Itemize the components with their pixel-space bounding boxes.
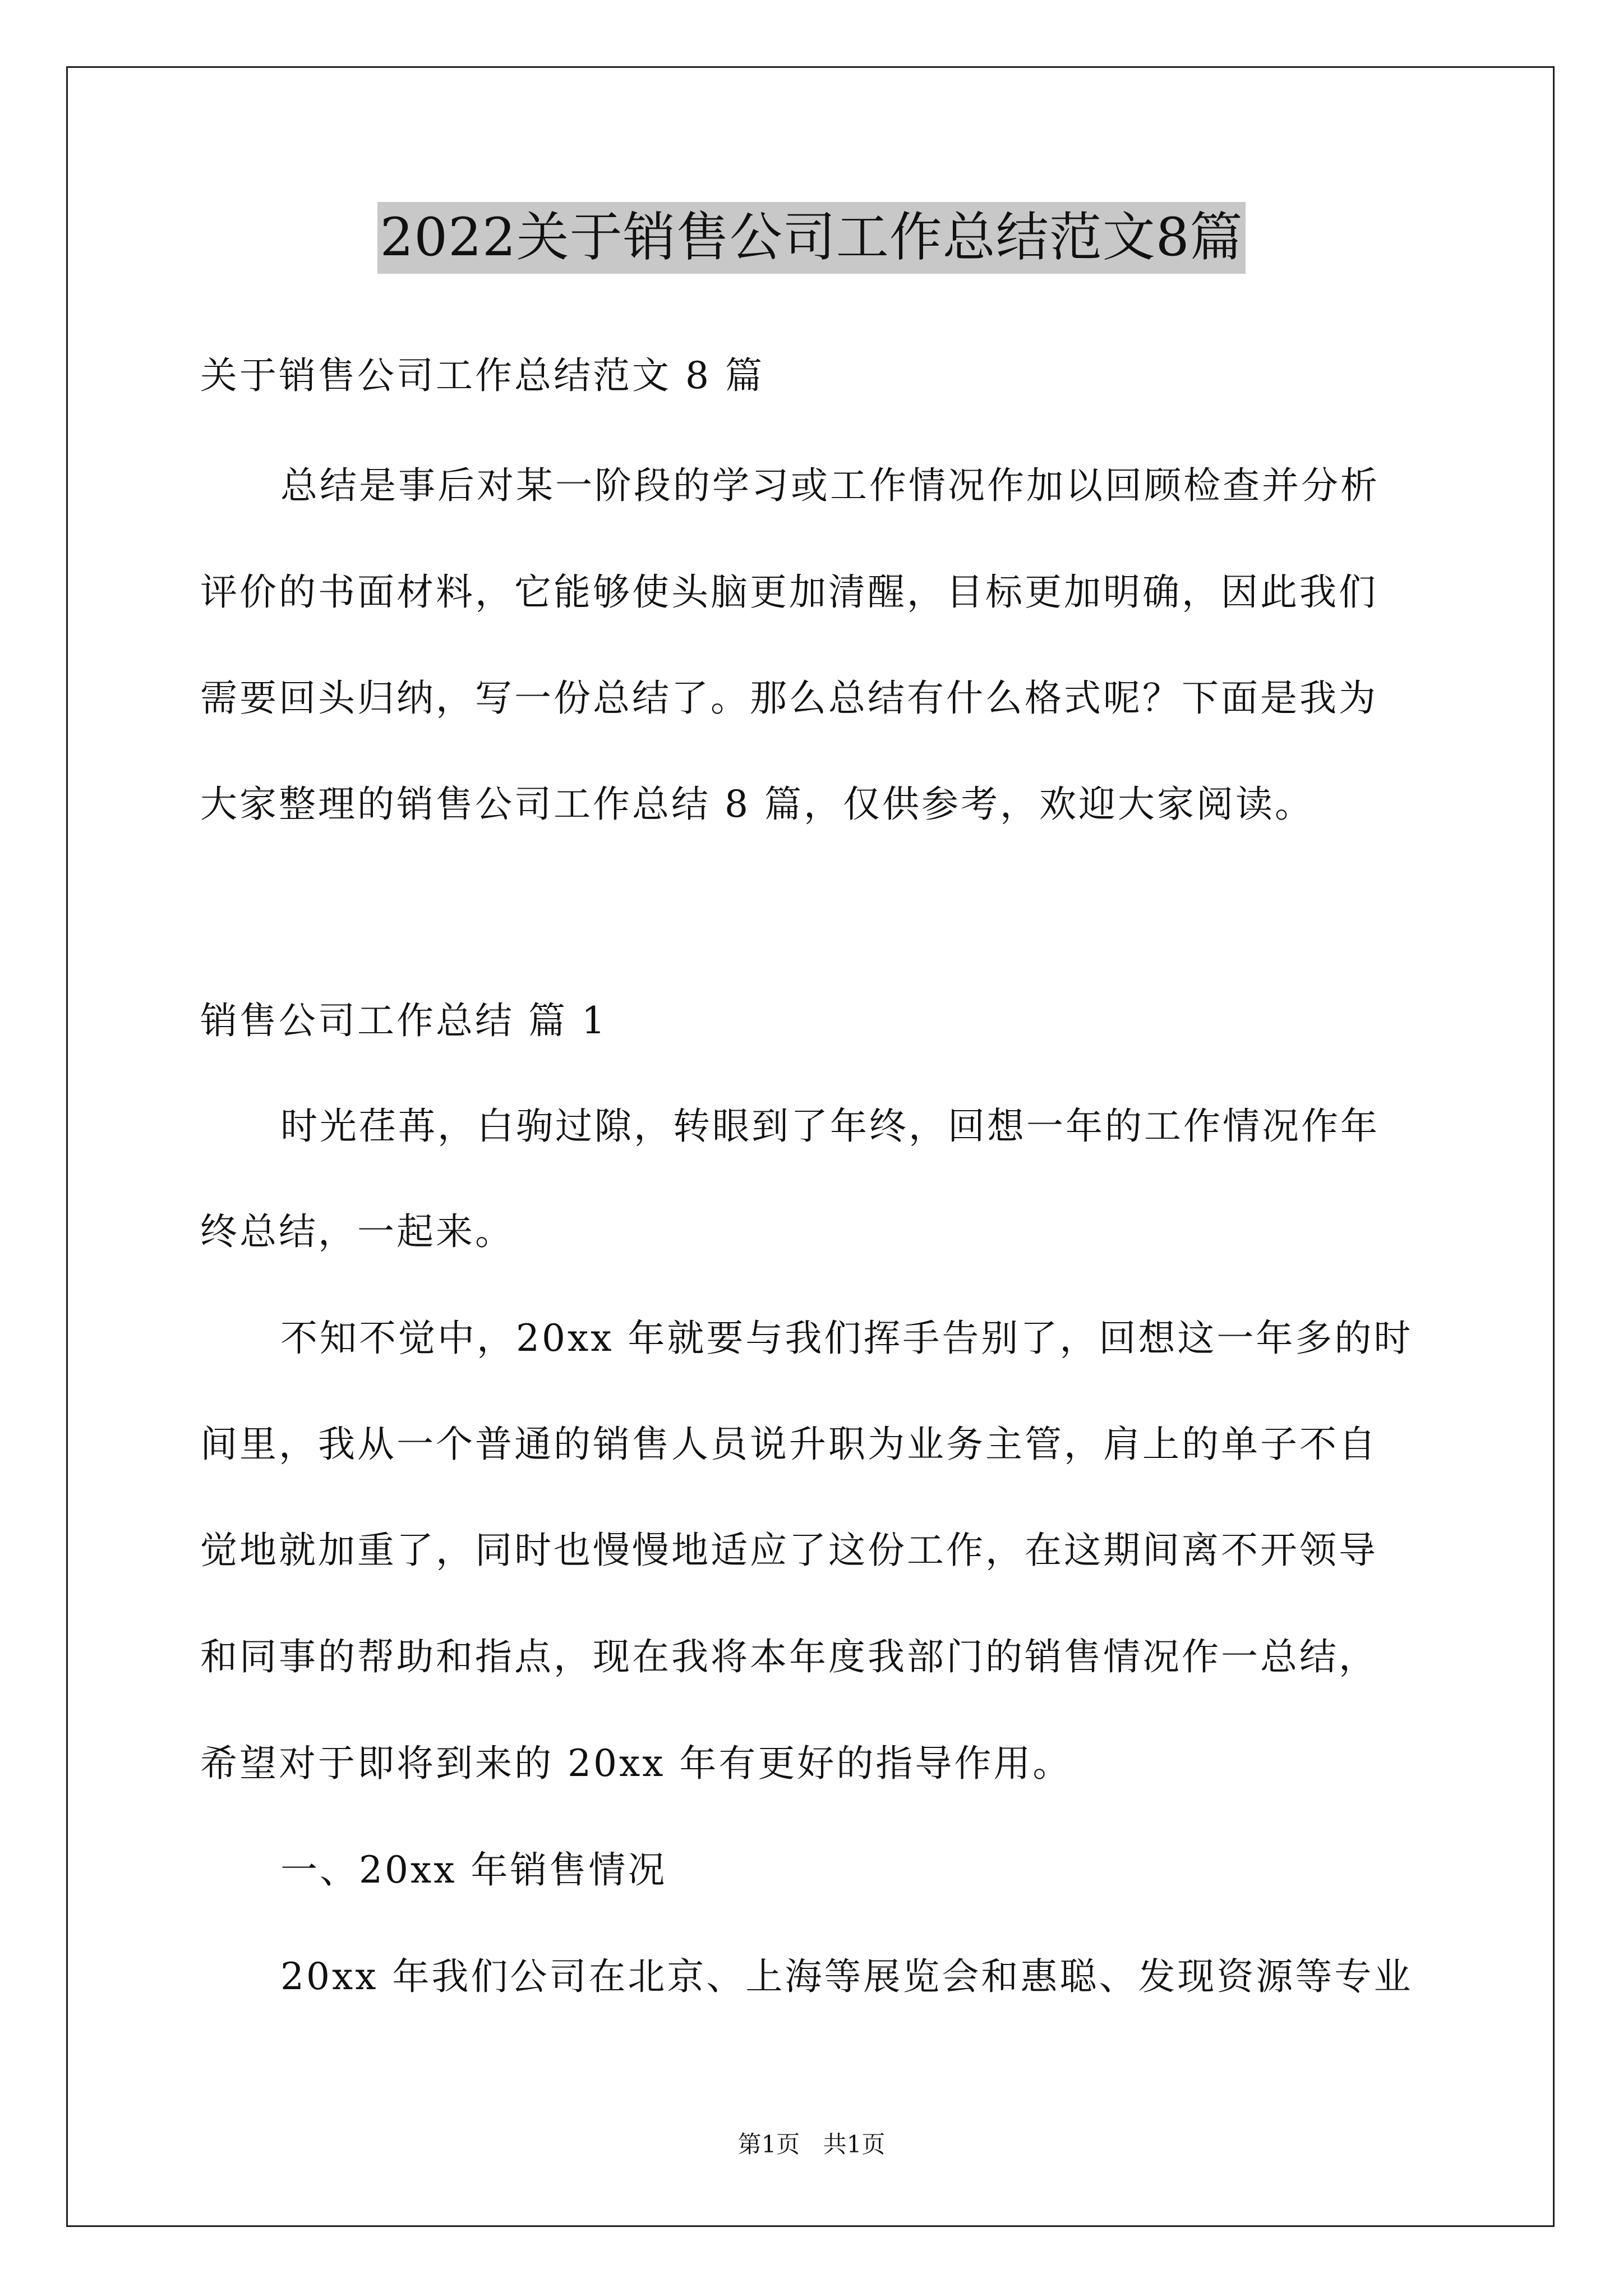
paragraph-line: 终总结，一起来。 — [200, 1210, 514, 1253]
page-footer — [0, 2129, 1623, 2160]
intro-line: 评价的书面材料，它能够使头脑更加清醒，目标更加明确，因此我们 — [200, 570, 1378, 614]
title-container — [0, 202, 1623, 274]
intro-line: 总结是事后对某一阶段的学习或工作情况作加以回顾检查并分析 — [280, 464, 1380, 507]
section-heading: 销售公司工作总结 篇 1 — [200, 999, 607, 1042]
intro-line: 大家整理的销售公司工作总结 8 篇，仅供参考，欢迎大家阅读。 — [200, 783, 1314, 826]
document-subtitle: 关于销售公司工作总结范文 8 篇 — [200, 354, 764, 397]
paragraph-line: 间里，我从一个普通的销售人员说升职为业务主管，肩上的单子不自 — [200, 1423, 1378, 1466]
paragraph-line: 觉地就加重了，同时也慢慢地适应了这份工作，在这期间离不开领导 — [200, 1529, 1378, 1572]
subheading: 一、20xx 年销售情况 — [280, 1848, 667, 1892]
paragraph-line: 20xx 年我们公司在北京、上海等展览会和惠聪、发现资源等专业 — [280, 1955, 1413, 1998]
paragraph-line: 时光荏苒，白驹过隙，转眼到了年终，回想一年的工作情况作年 — [280, 1105, 1380, 1148]
page-number: 第1页 — [737, 2131, 800, 2158]
paragraph-line: 不知不觉中，20xx 年就要与我们挥手告别了，回想这一年多的时 — [280, 1317, 1413, 1360]
paragraph-line: 希望对于即将到来的 20xx 年有更好的指导作用。 — [200, 1742, 1072, 1785]
intro-line: 需要回头归纳，写一份总结了。那么总结有什么格式呢？下面是我为 — [200, 677, 1378, 720]
total-pages: 共1页 — [823, 2131, 886, 2158]
paragraph-line: 和同事的帮助和指点，现在我将本年度我部门的销售情况作一总结， — [200, 1635, 1378, 1678]
document-title: 2022关于销售公司工作总结范文8篇 — [377, 202, 1245, 274]
